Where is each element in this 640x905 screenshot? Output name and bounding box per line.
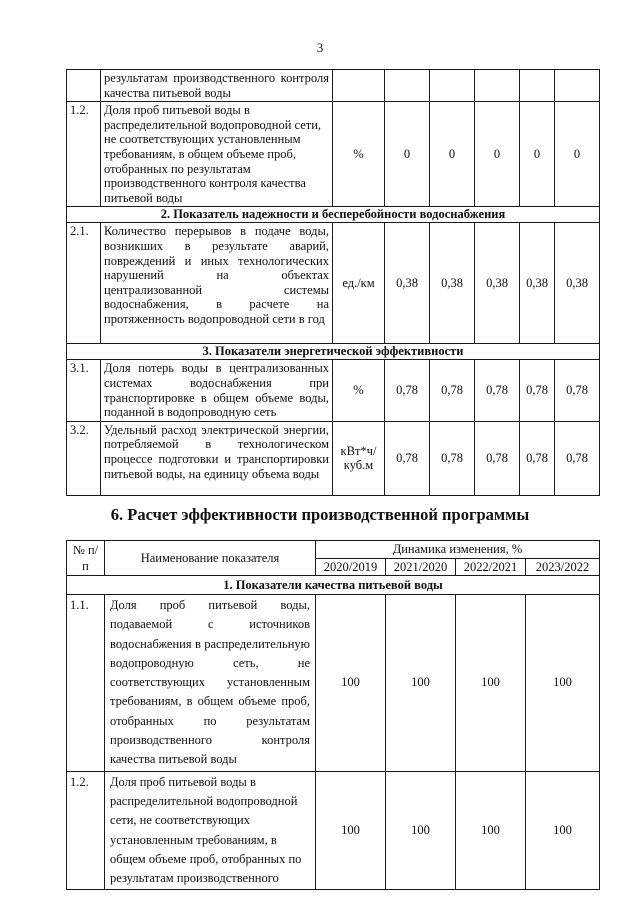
row-number: 3.2.	[67, 421, 101, 495]
value-cell	[555, 70, 600, 102]
value-cell: 100	[316, 771, 386, 890]
unit-cell: ед./км	[333, 223, 385, 344]
value-cell: 0,78	[385, 360, 430, 421]
header-row	[67, 541, 600, 559]
row-number: 2.1.	[67, 223, 101, 344]
indicator-name: Доля потерь воды в централизованных системах водоснабжения при транспортировке в общем объеме воды, поданной в водопроводную сеть	[101, 360, 333, 421]
value-cell	[475, 70, 520, 102]
row-number	[67, 70, 101, 102]
header-year: 2022/2021	[456, 558, 526, 576]
table-row	[67, 421, 600, 495]
efficiency-table	[66, 540, 600, 890]
value-cell: 0,78	[555, 421, 600, 495]
value-cell: 100	[386, 595, 456, 772]
unit-cell	[333, 70, 385, 102]
value-cell: 100	[526, 771, 600, 890]
value-cell	[385, 70, 430, 102]
value-cell: 0	[385, 102, 430, 207]
unit-cell: %	[333, 360, 385, 421]
table-row	[67, 595, 600, 772]
value-cell: 0,78	[430, 421, 475, 495]
value-cell: 0,78	[385, 421, 430, 495]
indicator-name: Доля проб питьевой воды в распределительной водопроводной сети, не соответствующих установленным требованиям, в общем объеме проб, отобранных по результатам производственного контроля качества питьевой воды	[101, 102, 333, 207]
value-cell: 0,78	[475, 360, 520, 421]
page-number: 3	[316, 40, 324, 55]
value-cell: 0,78	[520, 360, 555, 421]
value-cell	[430, 70, 475, 102]
table-row	[67, 70, 600, 102]
value-cell: 100	[316, 595, 386, 772]
value-cell: 100	[456, 595, 526, 772]
value-cell: 0	[520, 102, 555, 207]
header-year: 2020/2019	[316, 558, 386, 576]
value-cell: 0,38	[430, 223, 475, 344]
value-cell: 0,38	[555, 223, 600, 344]
header-year: 2021/2020	[386, 558, 456, 576]
unit-cell: %	[333, 102, 385, 207]
section-title: 1. Показатели качества питьевой воды	[67, 576, 600, 595]
section-row	[67, 576, 600, 595]
table-row	[67, 102, 600, 207]
indicator-name: результатам производственного контроля качества питьевой воды	[101, 70, 333, 102]
indicator-name: Количество перерывов в подаче воды, возникших в результате аварий, повреждений и иных технологических нарушений на объектах централизованной системы водоснабжения, в расчете на протяженность водопроводной сети в год	[101, 223, 333, 344]
row-number: 1.2.	[67, 771, 105, 890]
value-cell: 0,78	[555, 360, 600, 421]
value-cell: 0	[475, 102, 520, 207]
table-row	[67, 771, 600, 890]
row-number: 3.1.	[67, 360, 101, 421]
indicator-name: Удельный расход электрической энергии, потребляемой в технологическом процессе подготовки и транспортировки питьевой воды, на единицу объема воды	[101, 421, 333, 495]
header-year: 2023/2022	[526, 558, 600, 576]
value-cell: 0,38	[475, 223, 520, 344]
header-num: № п/п	[67, 541, 105, 576]
header-name: Наименование показателя	[105, 541, 316, 576]
indicator-name: Доля проб питьевой воды, подаваемой с источников водоснабжения в распределительную водопроводную сеть, не соответствующих установленным требованиям, в общем объеме проб, отобранных по результатам производственного контроля качества питьевой воды	[105, 595, 316, 772]
value-cell: 0,38	[385, 223, 430, 344]
table-row	[67, 223, 600, 344]
unit-cell: кВт*ч/куб.м	[333, 421, 385, 495]
indicators-table	[66, 69, 600, 496]
value-cell: 0,78	[475, 421, 520, 495]
indicator-name: Доля проб питьевой воды в распределительной водопроводной сети, не соответствующих установленным требованиям, в общем объеме проб, отобранных по результатам производственного	[105, 771, 316, 890]
section-title: 2. Показатель надежности и бесперебойности водоснабжения	[67, 207, 600, 223]
value-cell: 100	[386, 771, 456, 890]
section-heading: 6. Расчет эффективности производственной программы	[110, 505, 530, 524]
section-row	[67, 344, 600, 360]
header-dynamics: Динамика изменения, %	[316, 541, 600, 559]
value-cell: 100	[526, 595, 600, 772]
section-row	[67, 207, 600, 223]
table-row	[67, 360, 600, 421]
value-cell: 0,78	[430, 360, 475, 421]
value-cell	[520, 70, 555, 102]
value-cell: 100	[456, 771, 526, 890]
value-cell: 0,38	[520, 223, 555, 344]
value-cell: 0	[430, 102, 475, 207]
value-cell: 0	[555, 102, 600, 207]
row-number: 1.2.	[67, 102, 101, 207]
section-title: 3. Показатели энергетической эффективности	[67, 344, 600, 360]
value-cell: 0,78	[520, 421, 555, 495]
row-number: 1.1.	[67, 595, 105, 772]
